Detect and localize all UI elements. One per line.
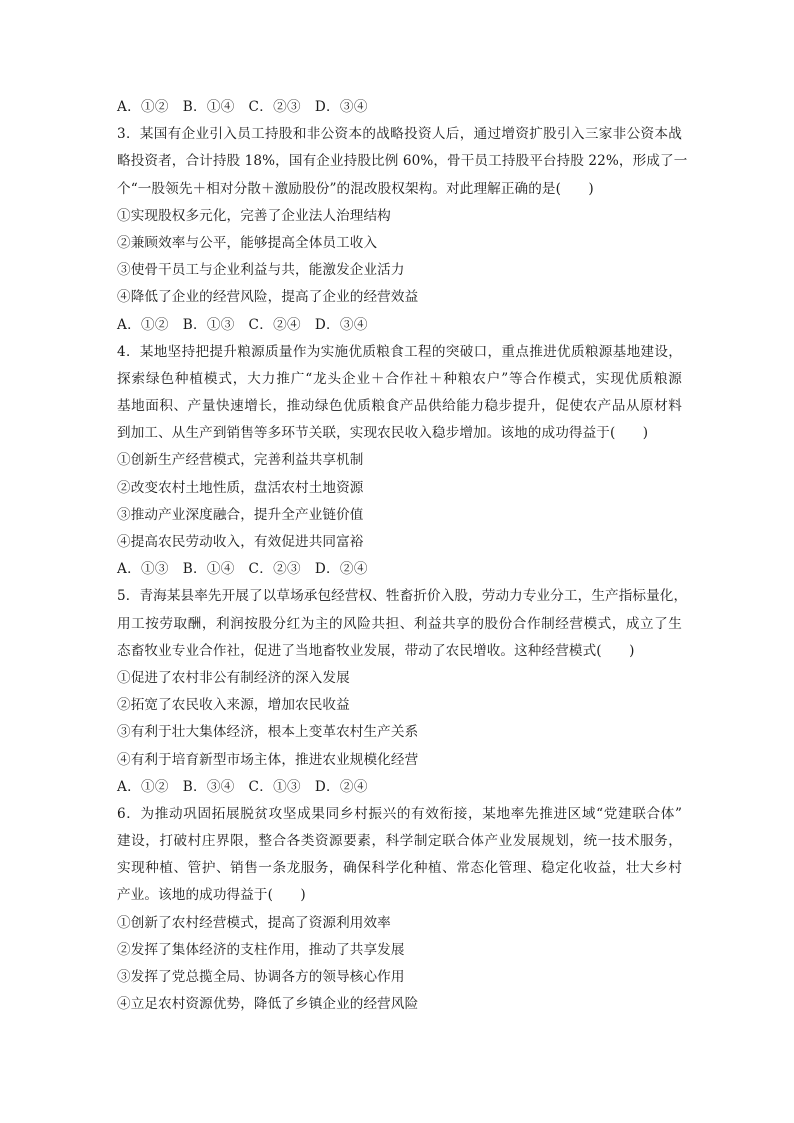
q4-answer-choices: A．①③ B．①④ C．②③ D．②④	[117, 561, 368, 578]
q3-option-3: ③使骨干员工与企业利益与共，能激发企业活力	[117, 262, 405, 279]
q5-option-4: ④有利于培育新型市场主体，推进农业规模化经营	[117, 751, 419, 768]
q6-option-2: ②发挥了集体经济的支柱作用，推动了共享发展	[117, 941, 405, 958]
q4-option-4: ④提高农民劳动收入，有效促进共同富裕	[117, 534, 364, 550]
q5-option-2: ②拓宽了农民收入来源，增加农民收益	[117, 697, 350, 714]
q4-stem-line-4: 到加工、从生产到销售等多环节关联，实现农民收入稳步增加。该地的成功得益于( )	[117, 425, 649, 442]
q6-option-3: ③发挥了党总揽全局、协调各方的领导核心作用	[117, 969, 405, 985]
q4-stem-line-2: 探索绿色种植模式，大力推广“龙头企业＋合作社＋种粮农户”等合作模式，实现优质粮源	[117, 370, 682, 387]
question-4	[117, 339, 682, 584]
q6-stem-line-1: 6．为推动巩固拓展脱贫攻坚成果同乡村振兴的有效衔接，某地率先推进区域“党建联合体”	[117, 805, 682, 822]
q4-stem-line-3: 基地面积、产量快速增长，推动绿色优质粮食产品供给能力稳步提升，促使农产品从原材料	[117, 398, 682, 415]
q5-stem-line-1: 5．青海某县率先开展了以草场承包经营权、牲畜折价入股，劳动力专业分工，生产指标量化，	[117, 588, 688, 605]
q2-answer-choices: A．①② B．①④ C．②③ D．③④	[117, 99, 368, 115]
q6-option-4: ④立足农村资源优势，降低了乡镇企业的经营风险	[117, 996, 419, 1013]
q5-option-3: ③有利于壮大集体经济，根本上变革农村生产关系	[117, 724, 419, 741]
question-5	[117, 583, 688, 801]
question-6	[117, 801, 682, 1019]
q5-stem-line-2: 用工按劳取酬，利润按股分红为主的风险共担、利益共享的股份合作制经营模式，成立了生	[117, 615, 682, 632]
q5-answer-choices: A．①② B．③④ C．①③ D．②④	[117, 778, 368, 795]
worksheet-page	[117, 94, 688, 1018]
q4-option-2: ②改变农村土地性质，盘活农村土地资源	[117, 479, 364, 496]
q3-answer-choices: A．①② B．①③ C．②④ D．③④	[117, 316, 368, 333]
q3-stem-line-3: 个“一股领先＋相对分散＋激励股份”的混改股权架构。对此理解正确的是( )	[117, 180, 594, 197]
q5-stem-line-3: 态畜牧业专业合作社，促进了当地畜牧业发展，带动了农民增收。这种经营模式( )	[117, 642, 635, 659]
q3-option-4: ④降低了企业的经营风险，提高了企业的经营效益	[117, 289, 419, 306]
q4-option-3: ③推动产业深度融合，提升全产业链价值	[117, 506, 364, 523]
q3-stem-line-1: 3．某国有企业引入员工持股和非公资本的战略投资人后，通过增资扩股引入三家非公资本战	[117, 126, 682, 143]
q4-stem-line-1: 4．某地坚持把提升粮源质量作为实施优质粮食工程的突破口，重点推进优质粮源基地建设，	[117, 343, 682, 360]
q4-option-1: ①创新生产经营模式，完善利益共享机制	[117, 452, 364, 469]
q3-stem-line-2: 略投资者，合计持股 18%，国有企业持股比例 60%，骨干员工持股平台持股 22%，形成了一	[117, 153, 688, 170]
q6-stem-line-4: 产业。该地的成功得益于( )	[117, 887, 306, 904]
q6-stem-line-3: 实现种植、管护、销售一条龙服务，确保科学化种植、常态化管理、稳定化收益，壮大乡村	[117, 860, 682, 877]
q5-option-1: ①促进了农村非公有制经济的深入发展	[117, 669, 350, 686]
q3-option-1: ①实现股权多元化，完善了企业法人治理结构	[117, 207, 391, 224]
q6-stem-line-2: 建设，打破村庄界限，整合各类资源要素，科学制定联合体产业发展规划，统一技术服务，	[117, 833, 682, 850]
question-3	[117, 121, 688, 339]
q3-option-2: ②兼顾效率与公平，能够提高全体员工收入	[117, 234, 378, 251]
q6-option-1: ①创新了农村经营模式，提高了资源利用效率	[117, 914, 391, 931]
